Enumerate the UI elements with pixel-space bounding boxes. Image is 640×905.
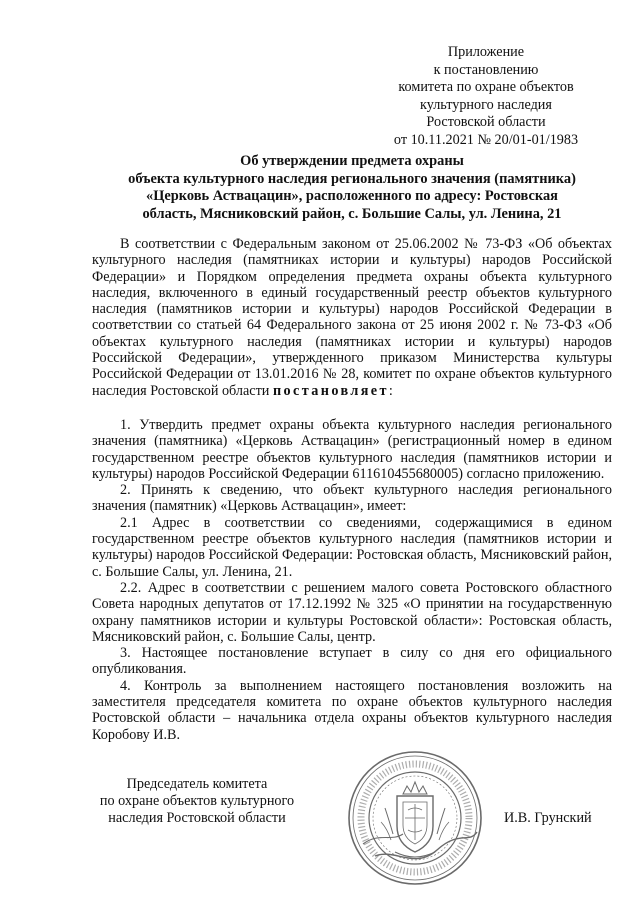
paragraph-2-1: 2.1 Адрес в соответствии со сведениями, содержащимися в едином государственном реестре объектов культурного наследия (памятников истории и культуры) народов Российской Федерации: Ростовская область, Мясниковский район, с. Большие Салы, ул. Ленина, 21. — [92, 514, 612, 580]
document-body — [92, 236, 612, 743]
appendix-line: комитета по охране объектов — [398, 79, 574, 95]
appendix-header — [366, 44, 606, 149]
appendix-line: Ростовской области — [426, 114, 546, 130]
appendix-line: от 10.11.2021 № 20/01-01/1983 — [393, 131, 579, 148]
appendix-line: к постановлению — [433, 61, 539, 78]
appendix-line: культурного наследия — [420, 96, 552, 113]
signer-position-line: по охране объектов культурного — [99, 793, 295, 809]
paragraph-2: 2. Принять к сведению, что объект культурного наследия регионального значения (памятник) «Церковь Аствацацин», имеет: — [92, 482, 612, 515]
paragraph-2-2: 2.2. Адрес в соответствии с решением малого совета Ростовского областного Совета народных депутатов от 17.12.1992 № 325 «О принятии на государственную охрану памятников истории и культуры Ростовской области»: Ростовская область, Мясниковский район, с. Большие Салы, центр. — [92, 579, 612, 645]
signer-position-line: наследия Ростовской области — [108, 810, 286, 826]
paragraph-gap — [92, 399, 612, 417]
official-seal-icon — [345, 748, 485, 888]
signer-position-line: Председатель комитета — [126, 776, 268, 792]
decree-word: постановляет — [272, 382, 389, 399]
document-title — [92, 153, 612, 223]
title-line: область, Мясниковский район, с. Большие Салы, ул. Ленина, 21 — [142, 205, 562, 222]
appendix-line: Приложение — [447, 44, 525, 60]
paragraph-1: 1. Утвердить предмет охраны объекта культурного наследия регионального значения (памятника) «Церковь Аствацацин» (регистрационный номер в едином государственном реестре объектов культурного наследия (памятников истории и культуры) народов Российской Федерации 611610455680005) согласно приложению. — [92, 416, 612, 482]
signer-position — [92, 776, 302, 827]
decree-colon: : — [388, 382, 393, 399]
title-line: «Церковь Аствацацин», расположенного по адресу: Ростовская — [146, 188, 558, 204]
title-line: Об утверждении предмета охраны — [240, 153, 464, 169]
signer-name: И.В. Грунский — [504, 810, 592, 826]
paragraph-4: 4. Контроль за выполнением настоящего постановления возложить на заместителя председателя комитета по охране объектов культурного наследия Ростовской области – начальника отдела охраны объектов культурного наследия Коробову И.В. — [92, 677, 612, 743]
title-line: объекта культурного наследия регионального значения (памятника) — [128, 170, 576, 187]
preamble-text: В соответствии с Федеральным законом от 25.06.2002 № 73-ФЗ «Об объектах культурного наследия (памятниках истории и культуры) народов Российской Федерации» и Порядком определения предмета охраны объекта культурного наследия, включенного в единый государственный реестр объектов культурного наследия (памятников истории и культуры) народов Российской Федерации в соответствии со статьей 64 Федерального закона от 25 июня 2002 г. № 73-ФЗ «Об объектах культурного наследия (памятниках истории и культуры) народов Российской Федерации», утвержденного приказом Министерства культуры Российской Федерации от 13.01.2016 № 28, комитет по охране объектов культурного наследия Ростовской области — [92, 236, 612, 399]
paragraph-3: 3. Настоящее постановление вступает в силу со дня его официального опубликования. — [92, 645, 612, 678]
preamble-paragraph — [92, 236, 612, 399]
